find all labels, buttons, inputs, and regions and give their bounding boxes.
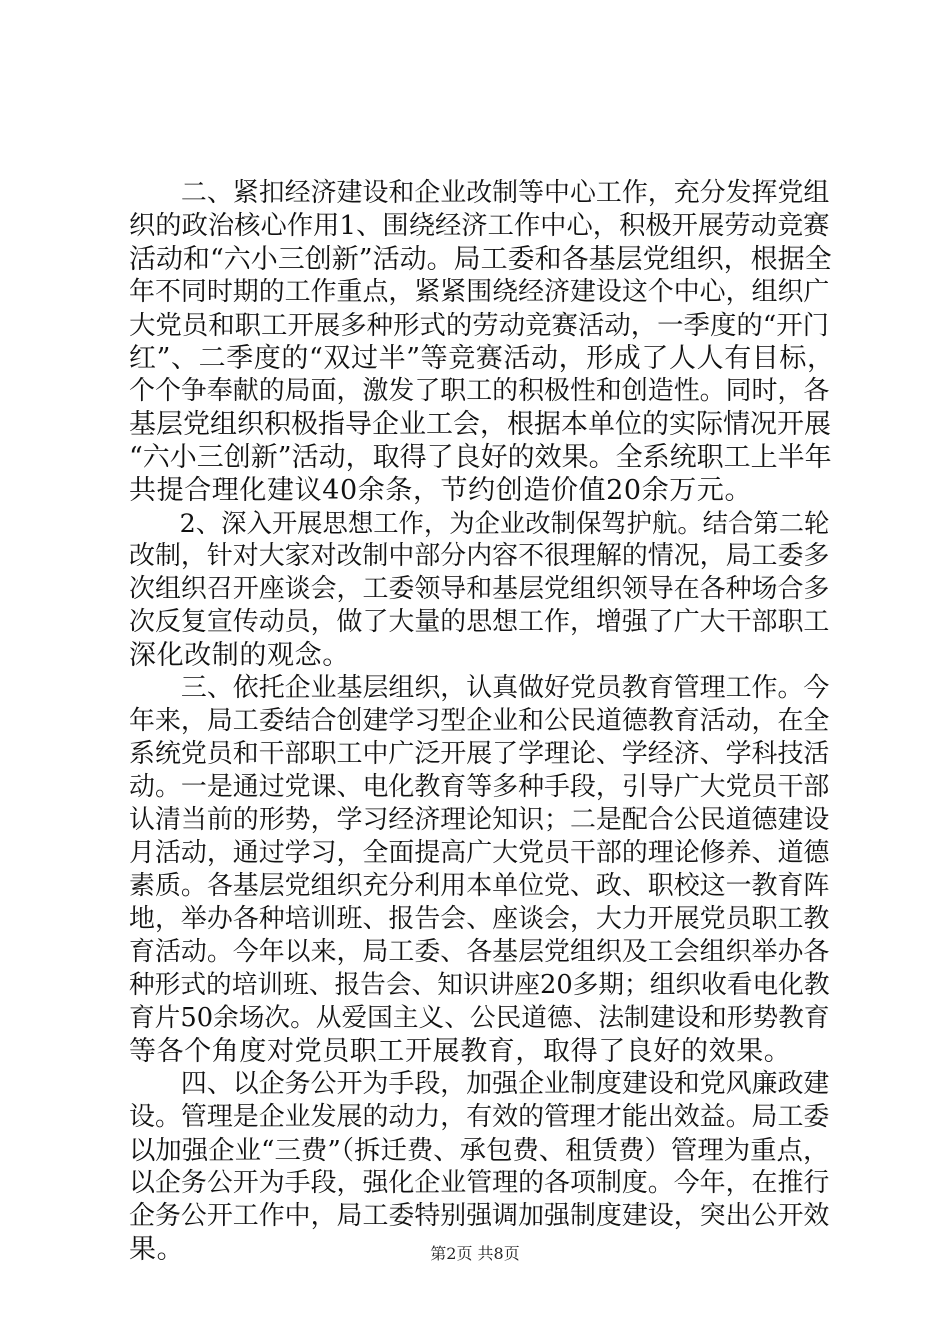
text-line: 共提合理化建议40余条，节约创造价值20余万元。 [129,475,753,506]
text-line: 2、深入开展思想工作，为企业改制保驾护航。结合第二轮 [129,508,830,538]
document-body [129,177,835,1266]
page-number: 第2页 共8页 [430,1244,520,1263]
text-line: 认清当前的形势，学习经济理论知识；二是配合公民道德建设 [129,805,830,835]
text-line: 织的政治核心作用1、围绕经济工作中心，积极开展劳动竞赛 [129,211,830,241]
text-line: 红”、二季度的“双过半”等竞赛活动，形成了人人有目标， [129,343,835,374]
text-line: 育活动。今年以来，局工委、各基层党组织及工会组织举办各 [129,937,830,967]
text-line: 育片50余场次。从爱国主义、公民道德、法制建设和形势教育 [129,1003,830,1033]
text-line: 次反复宣传动员，做了大量的思想工作，增强了广大干部职工 [129,607,830,637]
text-line: 月活动，通过学习，全面提高广大党员干部的理论修养、道德 [129,838,830,868]
text-line: 基层党组织积极指导企业工会，根据本单位的实际情况开展 [129,409,831,440]
text-line: 以加强企业“三费”（拆迁费、承包费、租赁费）管理为重点， [129,1135,830,1166]
text-line: 动。一是通过党课、电化教育等多种手段，引导广大党员干部 [129,772,830,802]
text-line: 企务公开工作中，局工委特别强调加强制度建设，突出公开效 [129,1201,830,1231]
text-line: 果。 [129,1234,185,1265]
text-line: 二、紧扣经济建设和企业改制等中心工作，充分发挥党组 [129,178,830,208]
text-line: 改制，针对大家对改制中部分内容不很理解的情况，局工委多 [129,541,830,571]
text-line: 年来，局工委结合创建学习型企业和公民道德教育活动，在全 [129,706,830,736]
text-line: 活动和“六小三创新”活动。局工委和各基层党组织，根据全 [129,244,832,275]
text-line: 设。管理是企业发展的动力，有效的管理才能出效益。局工委 [129,1102,830,1132]
text-line: 次组织召开座谈会，工委领导和基层党组织领导在各种场合多 [129,574,830,604]
text-line: 大党员和职工开展多种形式的劳动竞赛活动，一季度的“开门 [129,310,830,341]
text-line: 四、以企务公开为手段，加强企业制度建设和党风廉政建 [129,1069,830,1099]
text-line: 年不同时期的工作重点，紧紧围绕经济建设这个中心，组织广 [129,277,830,307]
text-line: 地，举办各种培训班、报告会、座谈会，大力开展党员职工教 [129,904,830,934]
text-line: 等各个角度对党员职工开展教育，取得了良好的效果。 [129,1036,792,1067]
text-line: 个个争奉献的局面，激发了职工的积极性和创造性。同时，各 [129,376,830,406]
text-line: 系统党员和干部职工中广泛开展了学理论、学经济、学科技活 [129,739,830,769]
text-line: 三、依托企业基层组织，认真做好党员教育管理工作。今 [129,673,830,703]
text-line: “六小三创新”活动，取得了良好的效果。全系统职工上半年 [129,442,832,473]
text-line: 以企务公开为手段，强化企业管理的各项制度。今年，在推行 [129,1168,830,1198]
text-line: 素质。各基层党组织充分利用本单位党、政、职校这一教育阵 [129,871,830,901]
text-line: 种形式的培训班、报告会、知识讲座20多期；组织收看电化教 [129,970,830,1000]
text-line: 深化改制的观念。 [129,640,350,671]
